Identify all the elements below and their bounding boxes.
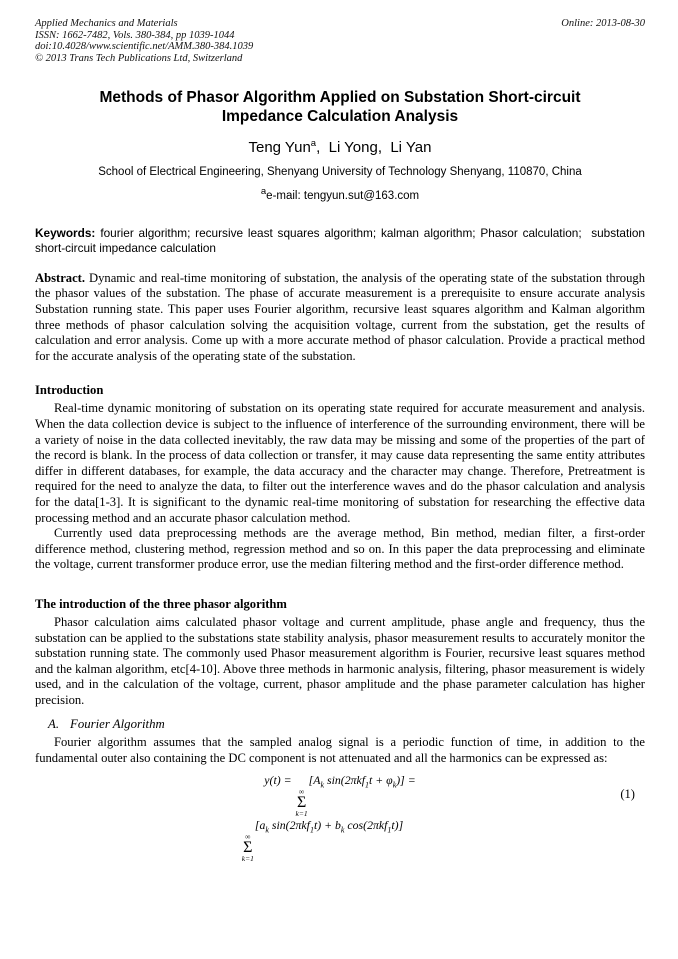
equation-line-1 (35, 772, 645, 818)
sum-upper-limit: ∞ (245, 831, 251, 841)
online-date: Online: 2013-08-30 (561, 18, 645, 29)
journal-copyright: © 2013 Trans Tech Publications Ltd, Switzerland (35, 52, 243, 64)
authors-line (35, 138, 645, 156)
equation-line-2 (35, 817, 609, 863)
equation-lhs: y(t) = (264, 772, 295, 787)
eq-term: t)] (391, 817, 404, 832)
affiliation-line: School of Electrical Engineering, Shenyang University of Technology Shenyang, 110870, China (98, 166, 582, 178)
sum-lower-limit: k=1 (295, 808, 308, 818)
abstract-text: Dynamic and real-time monitoring of substation, the analysis of the operating state of the substation through the phasor values of the substation. The phase of accurate measurement is a prerequisite to ensure accurate analysis Substation running state. This paper uses Fourier algorithm, recursive least squares algorithm and Kalman algorithm three methods of phasor calculation solving the acquisition voltage, current from the substation, get the results of calculation and error analysis. Come up with a more accurate method of phasor calculation. Provide a practical method for the accurate analysis of the operating state of the substation. (35, 270, 645, 363)
eq-term: sin(2πkf (324, 772, 366, 787)
sum-lower-limit: k=1 (241, 853, 254, 863)
author-names-rest: , Li Yong, Li Yan (316, 139, 432, 156)
fourier-paragraph: Fourier algorithm assumes that the sampled analog signal is a periodic function of time, in addition to the fundamental outer also containing the DC component is not attenuated and all the harmonics can be expressed as: (35, 735, 645, 766)
email-text: e-mail: tengyun.sut@163.com (266, 189, 420, 202)
email-line (35, 186, 645, 202)
subheading-label: A. (48, 717, 60, 732)
abstract-block (35, 271, 645, 365)
introduction-paragraph-2: Currently used data preprocessing methods are the average method, Bin method, median filter, a first-order difference method, clustering method, regression method and so on. In this paper the data preprocessing and eliminate the voltage, current transformer produce error, use the median filtering method and the first-order difference method. (35, 526, 645, 572)
eq-sub: k (340, 825, 345, 835)
introduction-paragraph-1: Real-time dynamic monitoring of substation on its operating state required for accurate measurement and analysis. When the data collection device is subject to the influence of interference of the surrounding environment, there will be a variety of noise in the data collected inevitably, the raw data may be missing and some of the properties of the part of the record is blank. In the process of data collection or transfer, it may cause data representing the same entity attributes differ in different databases, for example, the data accuracy and the character may change. Therefore, Pretreatment is required for the need to analyze the data, to filter out the interference waves and do the phasor calculation and analysis for the data[1-3]. It is significant to the dynamic real-time monitoring of substation for researching the effective data processing method and an accurate phasor calculation method. (35, 401, 645, 525)
eq-term: [A (308, 772, 321, 787)
author-name-1: Teng Yun (248, 139, 311, 156)
eq-term: )] = (396, 772, 416, 787)
sigma-glyph: Σ (296, 793, 307, 811)
sigma-glyph: Σ (243, 838, 253, 856)
email-affil-mark: a (260, 186, 267, 197)
journal-header (35, 18, 645, 64)
journal-info-block (35, 18, 253, 64)
eq-term: sin(2πkf (268, 817, 310, 832)
abstract-label: Abstract. (35, 270, 86, 285)
paper-title: Methods of Phasor Algorithm Applied on Substation Short-circuit Impedance Calculation Analysis (99, 89, 581, 125)
eq-sub: k (392, 780, 397, 790)
section-heading-introduction: Introduction (35, 383, 104, 398)
keywords-block (35, 226, 645, 256)
equation-1 (35, 772, 645, 863)
subheading-fourier-algorithm (35, 717, 645, 732)
eq-sub: 1 (387, 825, 392, 835)
eq-sub: k (265, 825, 269, 835)
phasor-paragraph-1: Phasor calculation aims calculated phasor voltage and current amplitude, phase angle and frequency, thus the substation can be applied to the substations state stability analysis, phasor measurement results to accurately monitor the substation running state. The commonly used Phasor measurement algorithm is Fourier, recursive least squares method and the kalman algorithm, etc[4-10]. Above three methods in harmonic analysis, filtering, phasor measurement is widely used, and in the calculation of the voltage, current, phasor amplitude and the phase parameter calculation has higher precision. (35, 614, 645, 707)
keywords-label: Keywords: (35, 225, 96, 240)
summation-symbol (241, 831, 254, 863)
author-affil-mark: a (310, 138, 317, 149)
eq-sub: 1 (309, 825, 314, 835)
subheading-text: Fourier Algorithm (70, 717, 165, 732)
sum-upper-limit: ∞ (298, 786, 305, 796)
journal-doi: doi:10.4028/www.scientific.net/AMM.380-384.1039 (35, 41, 254, 52)
eq-term: t) + b (313, 817, 341, 832)
eq-term: cos(2πkf (344, 817, 388, 832)
eq-sub: k (320, 780, 325, 790)
journal-issn: ISSN: 1662-7482, Vols. 380-384, pp 1039-1044 (35, 29, 235, 41)
section-heading-phasor-algorithm: The introduction of the three phasor algorithm (35, 596, 287, 611)
equation-number: (1) (620, 786, 635, 801)
keywords-text: fourier algorithm; recursive least squares algorithm; kalman algorithm; Phasor calculation; substation short-circuit impedance calculation (35, 225, 645, 255)
eq-sub: 1 (365, 780, 370, 790)
summation-symbol (295, 786, 308, 818)
eq-term: t + φ (369, 772, 393, 787)
eq-term: [a (254, 817, 266, 832)
journal-name: Applied Mechanics and Materials (35, 18, 178, 29)
